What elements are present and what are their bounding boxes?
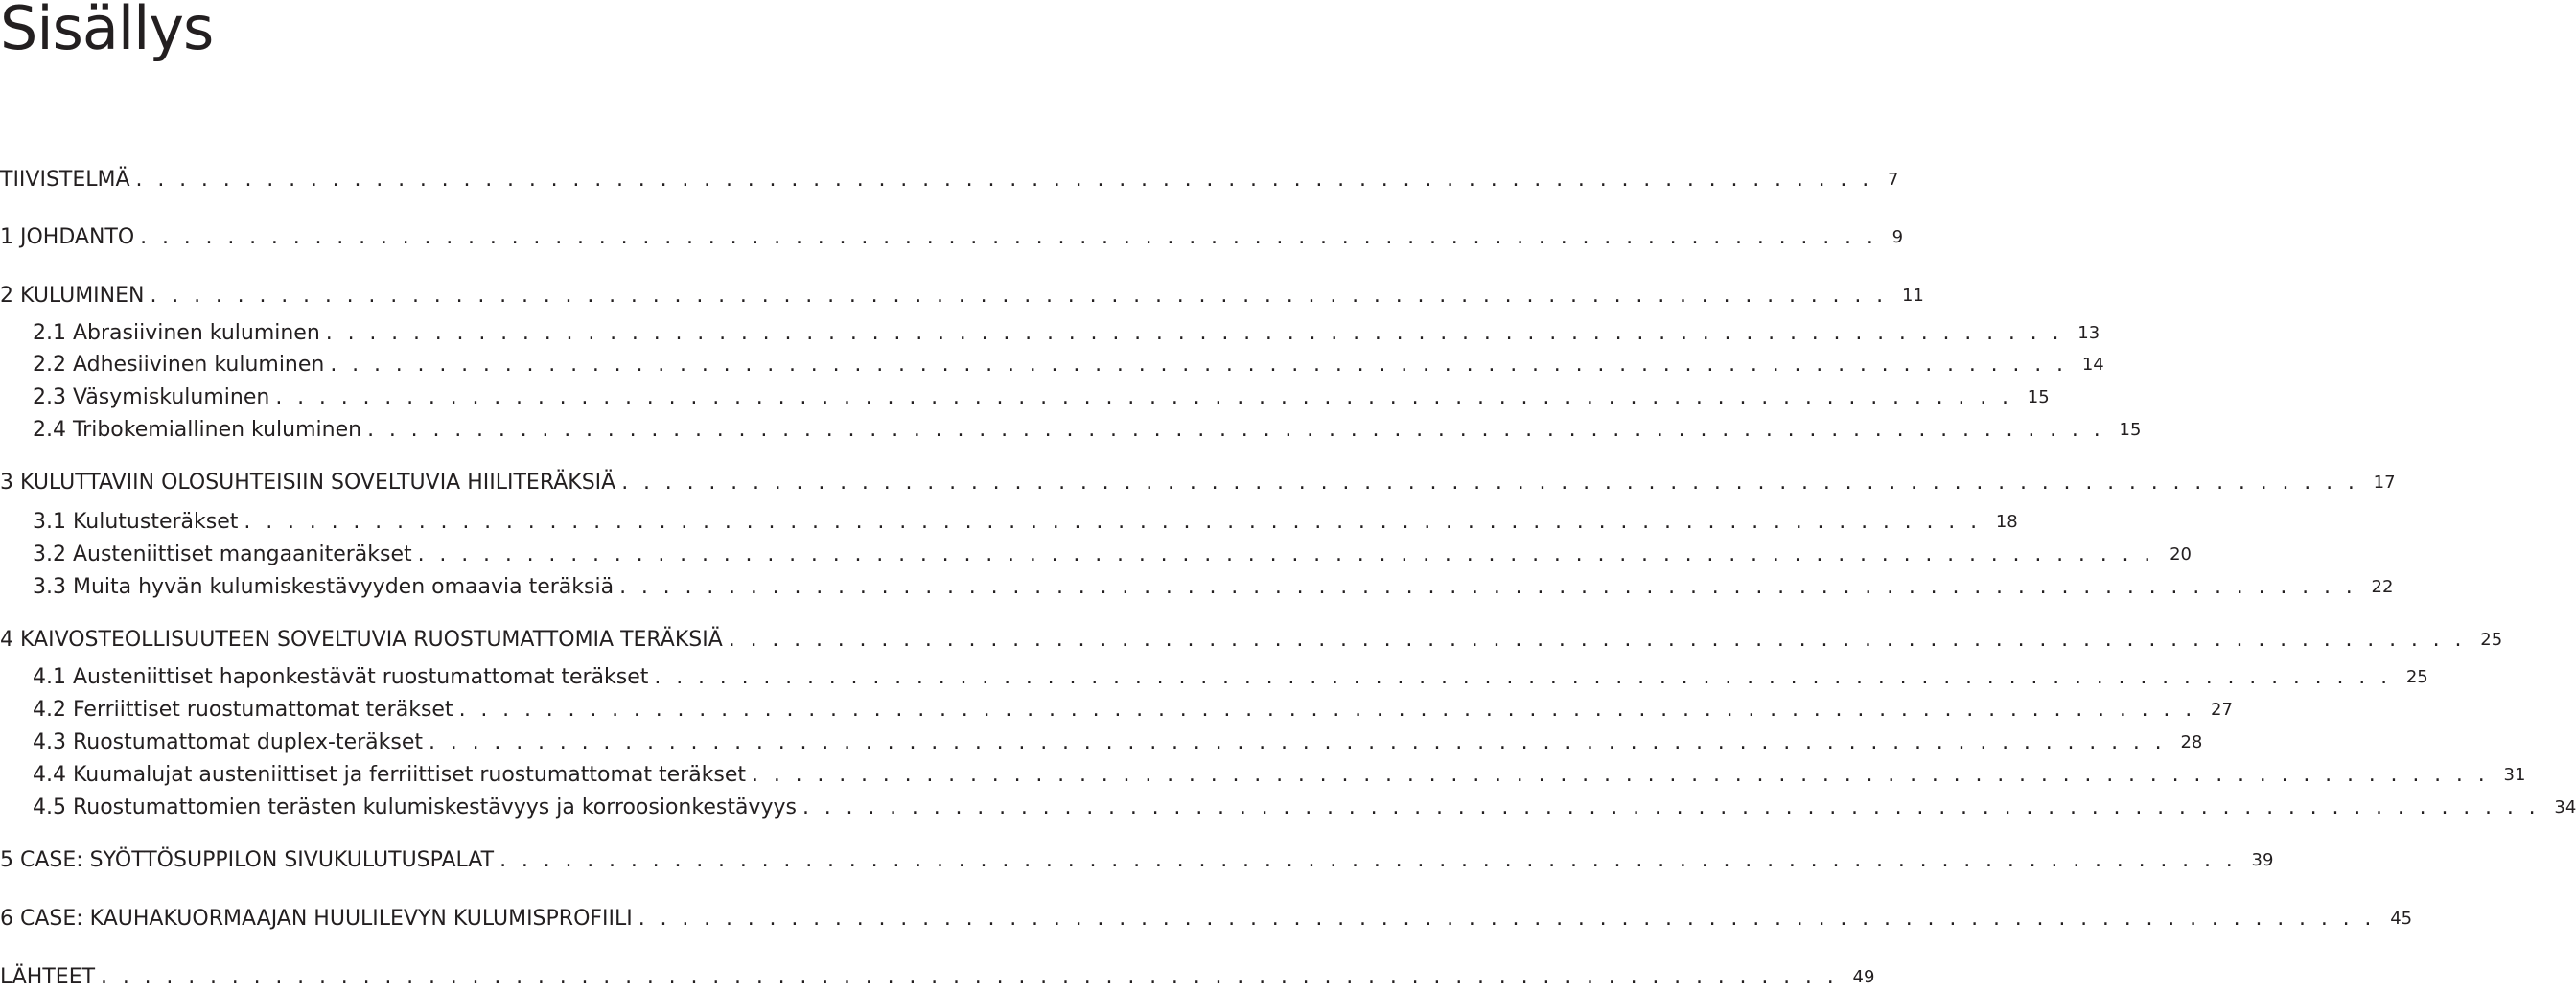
dot-leader: ................................................................................ xyxy=(638,906,2387,931)
toc-entry-page-number: 17 xyxy=(2373,472,2396,493)
toc-entry-label: 4 KAIVOSTEOLLISUUTEEN SOVELTUVIA RUOSTUMATTOMIA TERÄKSIÄ xyxy=(0,627,723,652)
toc-entry-page-number: 18 xyxy=(1995,511,2018,532)
toc-entry[interactable] xyxy=(0,961,1875,992)
dot-leader: ................................................................................ xyxy=(150,283,1898,308)
toc-entry-label: 3 KULUTTAVIIN OLOSUHTEISIIN SOVELTUVIA HIILITERÄKSIÄ xyxy=(0,470,616,495)
toc-entry-label: 4.5 Ruostumattomien terästen kulumiskestävyys ja korroosionkestävyys xyxy=(33,795,797,819)
toc-entry[interactable] xyxy=(33,349,2104,380)
toc-entry[interactable] xyxy=(0,903,2413,934)
toc-entry-page-number: 25 xyxy=(2405,666,2428,687)
toc-entry-page-number: 27 xyxy=(2211,699,2233,720)
dot-leader: ................................................................................ xyxy=(752,762,2500,787)
page-title: Sisällys xyxy=(0,0,214,63)
toc-entry-page-number: 15 xyxy=(2027,386,2050,407)
toc-entry-page-number: 22 xyxy=(2371,576,2394,597)
toc-entry-label: 6 CASE: KAUHAKUORMAAJAN HUULILEVYN KULUMISPROFIILI xyxy=(0,906,633,931)
toc-entry[interactable] xyxy=(0,221,1904,252)
dot-leader: ................................................................................ xyxy=(101,964,1849,989)
toc-entry[interactable] xyxy=(0,467,2396,497)
toc-entry-label: 1 JOHDANTO xyxy=(0,224,135,249)
toc-entry[interactable] xyxy=(33,792,2576,822)
toc-entry[interactable] xyxy=(33,661,2428,692)
toc-entry-page-number: 45 xyxy=(2390,908,2413,929)
toc-entry-page-number: 14 xyxy=(2081,354,2104,375)
toc-entry-page-number: 31 xyxy=(2503,764,2526,785)
toc-entry[interactable] xyxy=(33,694,2233,725)
dot-leader: ................................................................................ xyxy=(244,509,1992,534)
dot-leader: ................................................................................ xyxy=(499,847,2248,872)
dot-leader: ................................................................................ xyxy=(417,542,2167,566)
toc-entry-label: 2.3 Väsymiskuluminen xyxy=(33,384,270,409)
toc-entry-label: 2.4 Tribokemiallinen kuluminen xyxy=(33,417,362,442)
toc-entry-label: LÄHTEET xyxy=(0,964,96,989)
toc-entry-label: 3.1 Kulutusteräkset xyxy=(33,509,239,534)
toc-entry[interactable] xyxy=(0,280,1924,311)
toc-entry[interactable] xyxy=(0,624,2503,655)
dot-leader: ................................................................................ xyxy=(275,384,2024,409)
toc-entry-label: 4.3 Ruostumattomat duplex-teräkset xyxy=(33,729,424,754)
toc-entry-page-number: 49 xyxy=(1852,966,1875,987)
dot-leader: ................................................................................ xyxy=(621,470,2370,495)
dot-leader: ................................................................................ xyxy=(728,627,2477,652)
toc-entry-label: TIIVISTELMÄ xyxy=(0,167,130,192)
toc-entry-page-number: 25 xyxy=(2480,629,2503,650)
dot-leader: ................................................................................ xyxy=(654,664,2402,689)
toc-entry-page-number: 9 xyxy=(1891,226,1904,247)
toc-entry[interactable] xyxy=(33,571,2394,602)
toc-entry[interactable] xyxy=(33,381,2050,412)
toc-entry-label: 2 KULUMINEN xyxy=(0,283,145,308)
dot-leader: ................................................................................ xyxy=(367,417,2116,442)
toc-entry-page-number: 15 xyxy=(2119,419,2142,440)
dot-leader: ................................................................................ xyxy=(135,167,1884,192)
dot-leader: ................................................................................ xyxy=(330,352,2078,377)
toc-entry[interactable] xyxy=(33,506,2018,537)
toc-entry-page-number: 13 xyxy=(2077,322,2100,343)
toc-entry[interactable] xyxy=(0,844,2274,875)
toc-entry[interactable] xyxy=(33,759,2526,790)
toc-entry-label: 4.4 Kuumalujat austeniittiset ja ferriittiset ruostumattomat teräkset xyxy=(33,762,747,787)
toc-entry[interactable] xyxy=(0,164,1899,195)
dot-leader: ................................................................................ xyxy=(429,729,2177,754)
dot-leader: ................................................................................ xyxy=(325,320,2075,345)
toc-entry[interactable] xyxy=(33,539,2192,569)
toc-entry-label: 4.1 Austeniittiset haponkestävät ruostumattomat teräkset xyxy=(33,664,649,689)
toc-entry[interactable] xyxy=(33,727,2203,757)
dot-leader: ................................................................................ xyxy=(140,224,1889,249)
toc-entry-page-number: 28 xyxy=(2180,731,2203,752)
dot-leader: ................................................................................ xyxy=(801,795,2551,819)
toc-entry-page-number: 20 xyxy=(2170,543,2192,565)
toc-entry-page-number: 11 xyxy=(1901,285,1924,306)
toc-entry-label: 3.2 Austeniittiset mangaaniteräkset xyxy=(33,542,412,566)
toc-entry-label: 4.2 Ferriittiset ruostumattomat teräkset xyxy=(33,697,453,722)
toc-entry-label: 5 CASE: SYÖTTÖSUPPILON SIVUKULUTUSPALAT xyxy=(0,847,495,872)
toc-entry-page-number: 7 xyxy=(1888,169,1899,190)
dot-leader: ................................................................................ xyxy=(458,697,2208,722)
toc-entry-label: 2.2 Adhesiivinen kuluminen xyxy=(33,352,325,377)
toc-entry-page-number: 39 xyxy=(2251,849,2274,870)
dot-leader: ................................................................................ xyxy=(619,574,2368,599)
toc-entry[interactable] xyxy=(33,317,2100,348)
toc-entry[interactable] xyxy=(33,414,2142,445)
toc-entry-label: 3.3 Muita hyvän kulumiskestävyyden omaavia teräksiä xyxy=(33,574,615,599)
toc-entry-page-number: 34 xyxy=(2554,796,2576,818)
toc-entry-label: 2.1 Abrasiivinen kuluminen xyxy=(33,320,320,345)
